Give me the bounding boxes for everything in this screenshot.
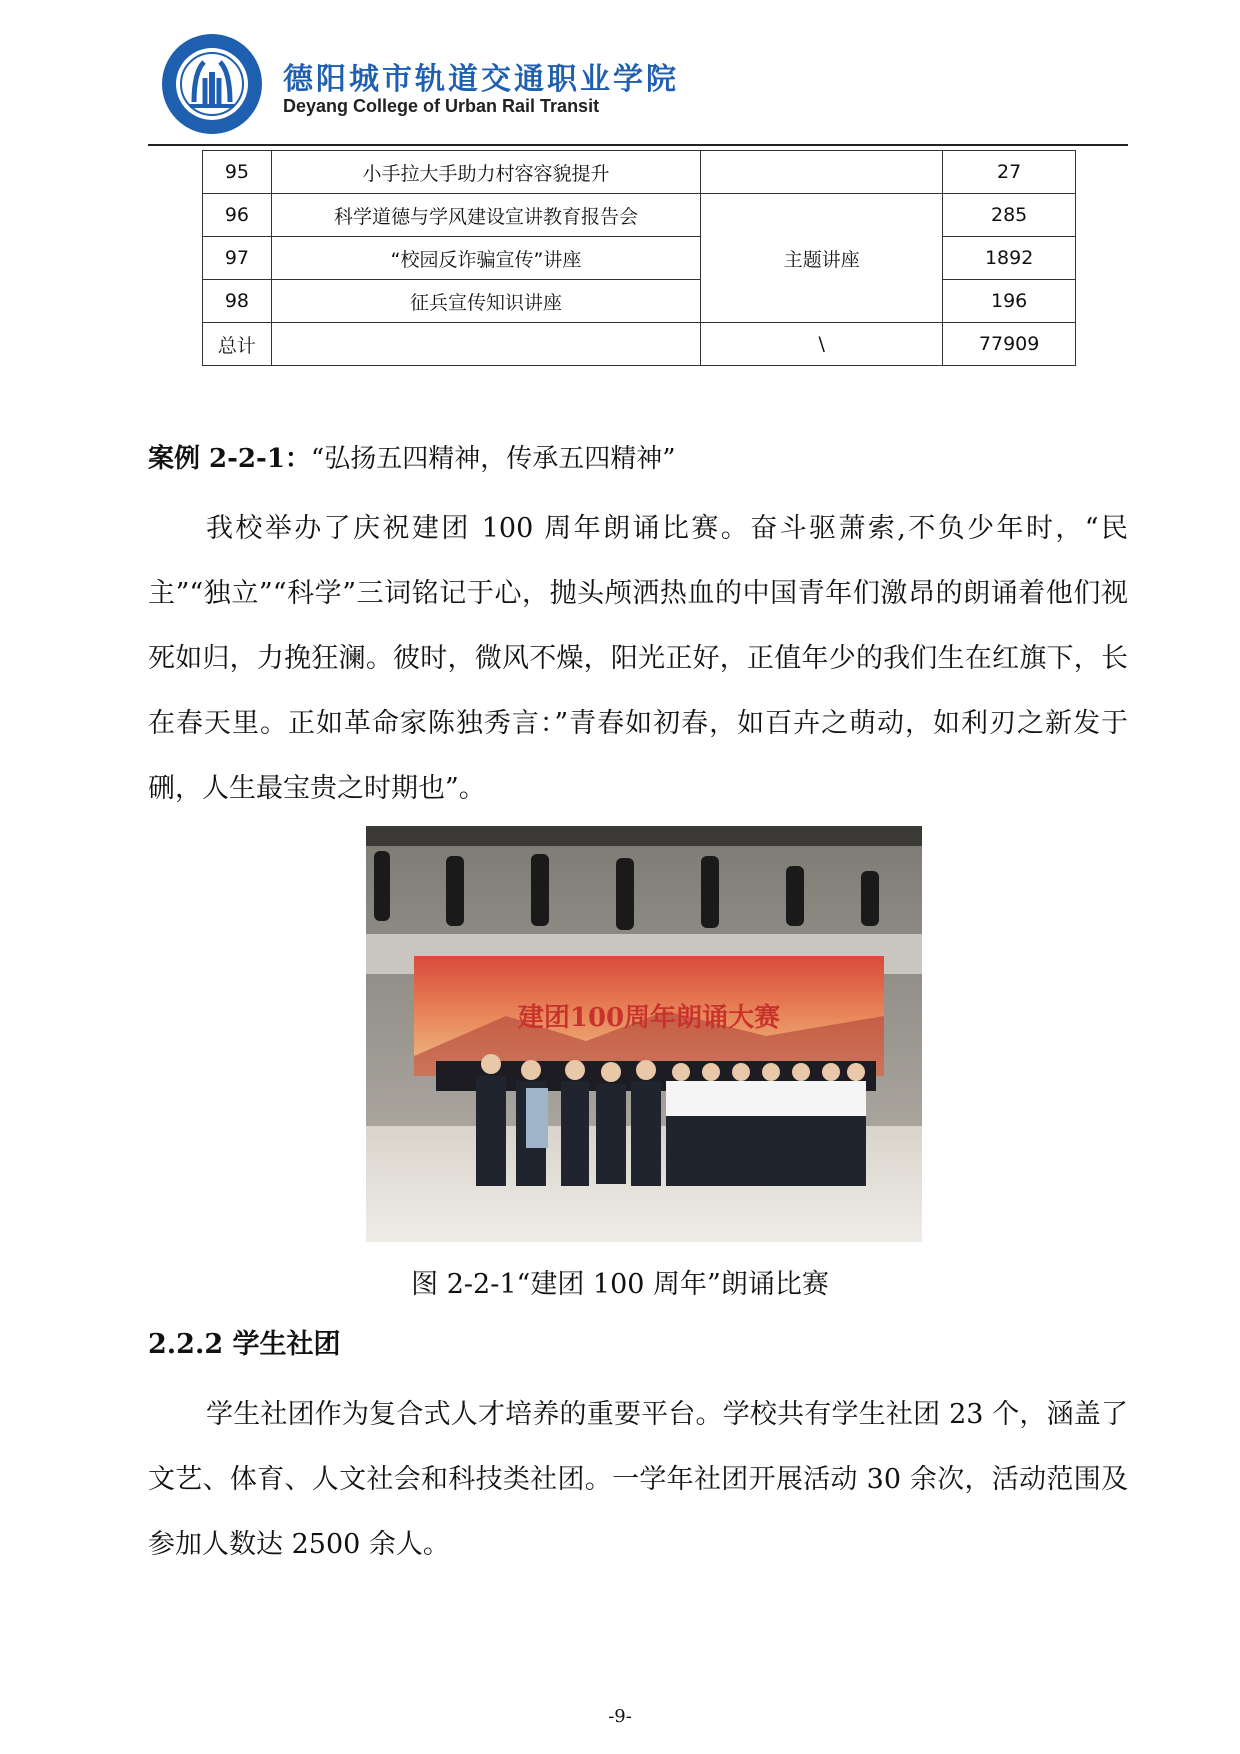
school-name-en: Deyang College of Urban Rail Transit: [283, 96, 600, 116]
college-logo-icon: [160, 32, 264, 136]
row-number: 98: [203, 280, 272, 323]
table-row: [203, 194, 1076, 237]
activity-name: 小手拉大手助力村容容貌提升: [271, 151, 700, 194]
total-name: [271, 323, 700, 366]
row-number: 97: [203, 237, 272, 280]
activity-type: [701, 151, 943, 194]
activity-name: 科学道德与学风建设宣讲教育报告会: [271, 194, 700, 237]
table-row: [203, 151, 1076, 194]
case-label: 案例 2-2-1：: [148, 444, 311, 474]
section-heading: 2.2.2 学生社团: [148, 1329, 341, 1360]
activity-name: “校园反诈骗宣传”讲座: [271, 237, 700, 280]
page-header: [148, 30, 1128, 146]
recitation-contest-photo: [366, 826, 922, 1242]
section-paragraph: 学生社团作为复合式人才培养的重要平台。学校共有学生社团 23 个，涵盖了文艺、体育、人文社会和科技类社团。一学年社团开展活动 30 余次，活动范围及参加人数达 2500 余人。: [148, 1399, 1128, 1560]
total-label: 总计: [203, 323, 272, 366]
case-heading: [148, 438, 676, 475]
participant-count: 285: [943, 194, 1076, 237]
activity-table: [202, 150, 1076, 366]
case-paragraph: 我校举办了庆祝建团 100 周年朗诵比赛。奋斗驱萧索,不负少年时，“民主”“独立”“科学”三词铭记于心，抛头颅洒热血的中国青年们激昂的朗诵着他们视死如归，力挽狂澜。彼时，微风不燥，阳光正好，正值年少的我们生在红旗下，长在春天里。正如革命家陈独秀言：”青春如初春，如百卉之萌动，如利刃之新发于硎，人生最宝贵之时期也”。: [148, 513, 1128, 804]
activity-type-merged: 主题讲座: [701, 194, 943, 323]
participant-count: 196: [943, 280, 1076, 323]
school-name-cn: 德阳城市轨道交通职业学院: [283, 62, 679, 97]
row-number: 96: [203, 194, 272, 237]
table-row: [203, 237, 1076, 280]
table-total-row: [203, 323, 1076, 366]
participant-count: 1892: [943, 237, 1076, 280]
figure-caption: 图 2-2-1“建团 100 周年”朗诵比赛: [411, 1269, 829, 1300]
header-divider: [148, 144, 1128, 146]
total-count: 77909: [943, 323, 1076, 366]
participant-count: 27: [943, 151, 1076, 194]
screen-banner-text: 建团100周年朗诵大赛: [517, 1003, 781, 1033]
case-title: “弘扬五四精神，传承五四精神”: [310, 444, 676, 474]
total-type: \: [701, 323, 943, 366]
table-row: [203, 280, 1076, 323]
page-number: -9-: [608, 1706, 632, 1727]
activity-name: 征兵宣传知识讲座: [271, 280, 700, 323]
row-number: 95: [203, 151, 272, 194]
student-group: [436, 1054, 876, 1186]
